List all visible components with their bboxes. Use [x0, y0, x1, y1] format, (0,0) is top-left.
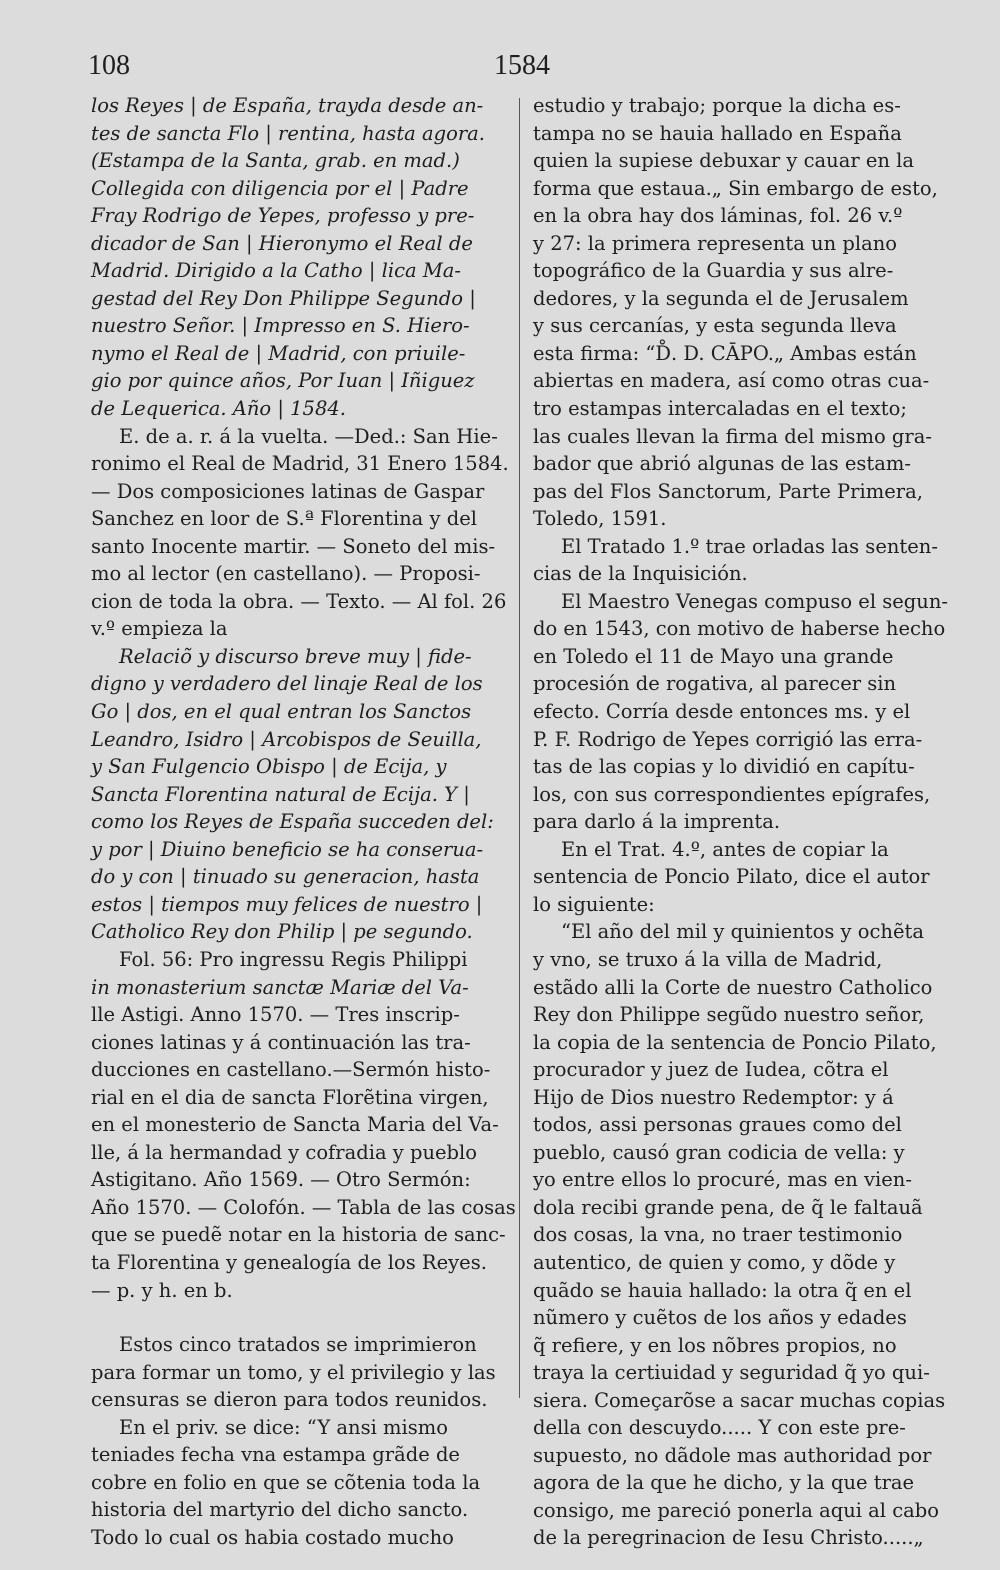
text-line: esta firma: “D̊. D. CĀPO.„ Ambas están	[533, 341, 917, 365]
text-line: censuras se dieron para todos reunidos.	[91, 1388, 488, 1412]
text-line: tes de sancta Flo | rentina, hasta agora.	[91, 121, 485, 145]
text-line: historia del martyrio del dicho sancto.	[91, 1498, 469, 1522]
text-line: Catholico Rey don Philip | pe segundo.	[91, 920, 473, 944]
text-line: dos cosas, la vna, no traer testimonio	[533, 1223, 903, 1247]
text-line: Astigitano. Año 1569. — Otro Sermón:	[91, 1168, 471, 1192]
text-line: pueblo, causó gran codicia de vella: y	[533, 1140, 905, 1164]
text-line: para formar un tomo, y el privilegio y las	[91, 1360, 496, 1384]
text-line: siera. Começarõse a sacar muchas copias	[533, 1388, 946, 1412]
text-line: Hijo de Dios nuestro Redemptor: y á	[533, 1085, 894, 1109]
text-line: quãdo se hauia hallado: la otra q̃ en el	[533, 1278, 912, 1302]
text-line: Todo lo cual os habia costado mucho	[91, 1525, 454, 1549]
text-line: autentico, de quien y como, y dõde y	[533, 1250, 896, 1274]
text-line: Fray Rodrigo de Yepes, professo y pre-	[91, 204, 475, 228]
text-line: tas de las copias y lo dividió en capítu-	[533, 755, 915, 779]
text-line: gio por quince años, Por Iuan | Iñiguez	[91, 369, 475, 393]
text-line: tro estampas intercaladas en el texto;	[533, 397, 907, 421]
text-line: digno y verdadero del linaje Real de los	[91, 672, 483, 696]
text-line: agora de la que he dicho, y la que trae	[533, 1471, 915, 1495]
text-line: los, con sus correspondientes epígrafes,	[533, 782, 931, 806]
text-line: En el priv. se dice: “Y ansi mismo	[119, 1415, 448, 1439]
text-line: cion de toda la obra. — Texto. — Al fol. 26	[91, 589, 507, 613]
text-line: in monasterium sanctæ Mariæ del Va-	[91, 975, 469, 999]
text-line: Año 1570. — Colofón. — Tabla de las cosas	[91, 1195, 516, 1219]
text-line: Sancta Florentina natural de Ecija. Y |	[91, 782, 470, 806]
text-line: consigo, me pareció ponerla aqui al cabo	[533, 1498, 940, 1522]
text-line: Madrid. Dirigido a la Catho | lica Ma-	[91, 259, 462, 283]
text-line: dedores, y la segunda el de Jerusalem	[533, 286, 909, 310]
text-line: Fol. 56: Pro ingressu Regis Philippi	[119, 947, 468, 971]
text-line: E. de a. r. á la vuelta. —Ded.: San Hie-	[119, 424, 498, 448]
text-line: q̃ refiere, y en los nõbres propios, no	[533, 1333, 897, 1357]
text-line: forma que estaua.„ Sin embargo de esto,	[533, 176, 938, 200]
text-line: Rey don Philippe segũdo nuestro señor,	[533, 1003, 925, 1027]
text-line: gestad del Rey Don Philippe Segundo |	[91, 286, 476, 310]
text-line: nuestro Señor. | Impresso en S. Hiero-	[91, 314, 470, 338]
text-line: Collegida con diligencia por el | Padre	[91, 176, 469, 200]
text-line: Leandro, Isidro | Arcobispos de Seuilla,	[91, 727, 482, 751]
text-line: cias de la Inquisición.	[533, 562, 748, 586]
text-line: estudio y trabajo; porque la dicha es-	[533, 94, 901, 117]
text-line: — p. y h. en b.	[91, 1278, 233, 1302]
text-line: dicador de San | Hieronymo el Real de	[91, 231, 473, 255]
text-line: lle Astigi. Anno 1570. — Tres inscrip-	[91, 1003, 460, 1027]
text-line: en Toledo el 11 de Mayo una grande	[533, 644, 894, 668]
text-line: Go | dos, en el qual entran los Sanctos	[91, 700, 472, 724]
text-line: — Dos composiciones latinas de Gaspar	[91, 479, 485, 503]
text-line: nymo el Real de | Madrid, con priuile-	[91, 341, 466, 365]
text-line: nũmero y cuẽtos de los años y edades	[533, 1306, 907, 1330]
text-line: (Estampa de la Santa, grab. en mad.)	[91, 149, 460, 173]
text-line: y por | Diuino beneficio se ha conserua-	[91, 837, 484, 861]
text-line: estos | tiempos muy felices de nuestro |	[91, 892, 483, 916]
text-line: lle, á la hermandad y cofradia y pueblo	[91, 1140, 478, 1164]
text-line: procurador y juez de Iudea, cõtra el	[533, 1058, 889, 1082]
text-line: El Tratado 1.º trae orladas las senten-	[561, 534, 938, 558]
text-line: tampa no se hauia hallado en España	[533, 121, 902, 145]
text-line: para darlo á la imprenta.	[533, 810, 781, 834]
text-line: lo siguiente:	[533, 892, 655, 916]
text-line: y vno, se truxo á la villa de Madrid,	[533, 947, 883, 971]
text-line: ta Florentina y genealogía de los Reyes.	[91, 1250, 487, 1274]
text-line: Estos cinco tratados se imprimieron	[119, 1333, 477, 1357]
text-line: dola recibi grande pena, de q̃ le faltauã	[533, 1195, 923, 1219]
text-line: P. F. Rodrigo de Yepes corrigió las erra-	[533, 727, 923, 751]
text-line: topográfico de la Guardia y sus alre-	[533, 259, 894, 283]
text-line: ciones latinas y á continuación las tra-	[91, 1030, 471, 1054]
left-column	[91, 92, 516, 1551]
text-line: y San Fulgencio Obispo | de Ecija, y	[91, 755, 447, 779]
text-line: v.º empieza la	[91, 617, 228, 641]
text-line: teniades fecha vna estampa grãde de	[91, 1443, 460, 1467]
text-line: efecto. Corría desde entonces ms. y el	[533, 700, 911, 724]
text-line: El Maestro Venegas compuso el segun-	[561, 589, 949, 613]
text-line: que se puedẽ notar en la historia de sanc-	[91, 1223, 506, 1247]
text-line: “El año del mil y quinientos y ochẽta	[561, 920, 924, 944]
text-line: pas del Flos Sanctorum, Parte Primera,	[533, 479, 923, 503]
text-line: bador que abrió algunas de las estam-	[533, 452, 911, 476]
text-line: santo Inocente martir. — Soneto del mis-	[91, 534, 496, 558]
text-line: rial en el dia de sancta Florẽtina virgen,	[91, 1085, 489, 1109]
text-line: en el monesterio de Sancta Maria del Va-	[91, 1113, 499, 1137]
text-line: do y con | tinuado su generacion, hasta	[91, 865, 480, 889]
text-line: de la peregrinacion de Iesu Christo.....„	[533, 1526, 924, 1550]
running-head-year: 1584	[494, 50, 550, 81]
text-line: do en 1543, con motivo de haberse hecho	[533, 617, 946, 641]
text-line: todos, assi personas graues como del	[533, 1113, 902, 1137]
text-line: ronimo el Real de Madrid, 31 Enero 1584.	[91, 452, 509, 476]
text-line: Relaciõ y discurso breve muy | fide-	[119, 644, 472, 668]
text-line: cobre en folio en que se cõtenia toda la	[91, 1470, 481, 1494]
right-column	[533, 92, 949, 1552]
text-line: Toledo, 1591.	[533, 507, 667, 531]
page-number: 108	[88, 50, 130, 81]
text-line: y sus cercanías, y esta segunda lleva	[533, 314, 897, 338]
text-line: como los Reyes de España succeden del:	[91, 810, 494, 834]
text-line: sentencia de Poncio Pilato, dice el autor	[533, 865, 930, 889]
text-line: supuesto, no dãdole mas authoridad por	[533, 1443, 932, 1467]
text-line: en la obra hay dos láminas, fol. 26 v.º	[533, 204, 903, 228]
text-line: ducciones en castellano.—Sermón histo-	[91, 1058, 491, 1082]
text-line: yo entre ellos lo procuré, mas en vien-	[533, 1168, 912, 1192]
text-line: estãdo alli la Corte de nuestro Catholico	[533, 975, 933, 999]
text-line: mo al lector (en castellano). — Proposi-	[91, 562, 481, 586]
text-line: los Reyes | de España, trayda desde an-	[91, 94, 484, 117]
text-line: la copia de la sentencia de Poncio Pilato,	[533, 1030, 937, 1054]
text-line: traya la certiuidad y seguridad q̃ yo qui-	[533, 1361, 930, 1385]
text-line: las cuales llevan la firma del mismo gra-	[533, 424, 932, 448]
text-line: y 27: la primera representa un plano	[533, 231, 898, 255]
text-line: Sanchez en loor de S.ª Florentina y del	[91, 507, 477, 531]
column-divider	[519, 98, 520, 1398]
text-line: abiertas en madera, así como otras cua-	[533, 369, 930, 393]
text-line: quien la supiese debuxar y cauar en la	[533, 149, 915, 173]
text-line: En el Trat. 4.º, antes de copiar la	[561, 837, 889, 861]
page-header	[0, 50, 1000, 90]
text-line: de Lequerica. Año | 1584.	[91, 397, 346, 421]
text-line: della con descuydo..... Y con este pre-	[533, 1416, 906, 1440]
text-line: procesión de rogativa, al parecer sin	[533, 672, 897, 696]
